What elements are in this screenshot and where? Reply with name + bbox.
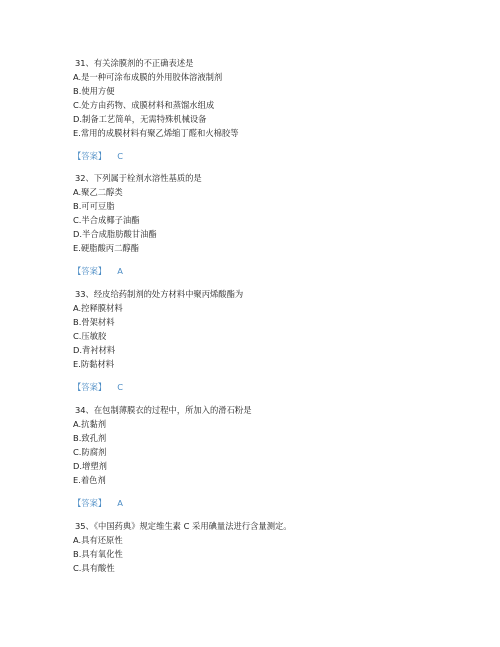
answer-label: 【答案】	[73, 151, 107, 161]
question-33	[73, 287, 433, 394]
option-a: A.是一种可涂布成膜的外用胶体溶液制剂	[73, 72, 223, 82]
question-34	[73, 403, 433, 510]
question-stem: 33、经皮给药制剂的处方材料中聚丙烯酸酯为	[75, 289, 244, 299]
option-c: C.半合成椰子油酯	[73, 215, 140, 225]
question-stem: 34、在包制薄膜衣的过程中，所加入的滑石粉是	[75, 405, 252, 415]
option-a: A.聚乙二醇类	[73, 187, 123, 197]
option-e: E.防黏材料	[73, 359, 115, 369]
option-a: A.抗黏剂	[73, 419, 107, 429]
option-b: B.骨架材料	[73, 317, 115, 327]
answer-line	[73, 380, 433, 394]
option-b: B.使用方便	[73, 86, 115, 96]
answer-line	[73, 496, 433, 510]
answer-line	[73, 264, 433, 278]
option-d: D.增塑剂	[73, 461, 107, 471]
answer-value: C	[117, 151, 123, 161]
answer-label: 【答案】	[73, 498, 107, 508]
option-d: D.背衬材料	[73, 345, 116, 355]
option-e: E.常用的成膜材料有聚乙烯缩丁醛和火棉胶等	[73, 128, 239, 138]
answer-value: A	[117, 498, 123, 508]
answer-value: C	[117, 382, 123, 392]
option-c: C.压敏胶	[73, 331, 107, 341]
answer-label: 【答案】	[73, 266, 107, 276]
answer-value: A	[117, 266, 123, 276]
question-35	[73, 519, 433, 575]
answer-line	[73, 149, 433, 163]
option-e: E.着色剂	[73, 475, 106, 485]
question-31	[73, 56, 433, 163]
option-c: C.具有酸性	[73, 563, 115, 573]
answer-label: 【答案】	[73, 382, 107, 392]
option-d: D.半合成脂肪酸甘油酯	[73, 229, 157, 239]
option-c: C.防腐剂	[73, 447, 107, 457]
question-stem: 32、下列属于栓剂水溶性基质的是	[75, 173, 202, 183]
option-b: B.具有氧化性	[73, 549, 123, 559]
option-a: A.具有还原性	[73, 535, 123, 545]
option-a: A.控释膜材料	[73, 303, 123, 313]
question-stem: 31、有关涂膜剂的不正确表述是	[75, 58, 194, 68]
option-d: D.制备工艺简单，无需特殊机械设备	[73, 114, 207, 124]
question-32	[73, 171, 433, 278]
question-stem: 35、《中国药典》规定维生素 C 采用碘量法进行含量测定。	[75, 521, 292, 531]
option-b: B.致孔剂	[73, 433, 107, 443]
option-e: E.硬脂酸丙二醇酯	[73, 243, 139, 253]
option-b: B.可可豆脂	[73, 201, 115, 211]
option-c: C.处方由药物、成膜材料和蒸馏水组成	[73, 100, 215, 110]
